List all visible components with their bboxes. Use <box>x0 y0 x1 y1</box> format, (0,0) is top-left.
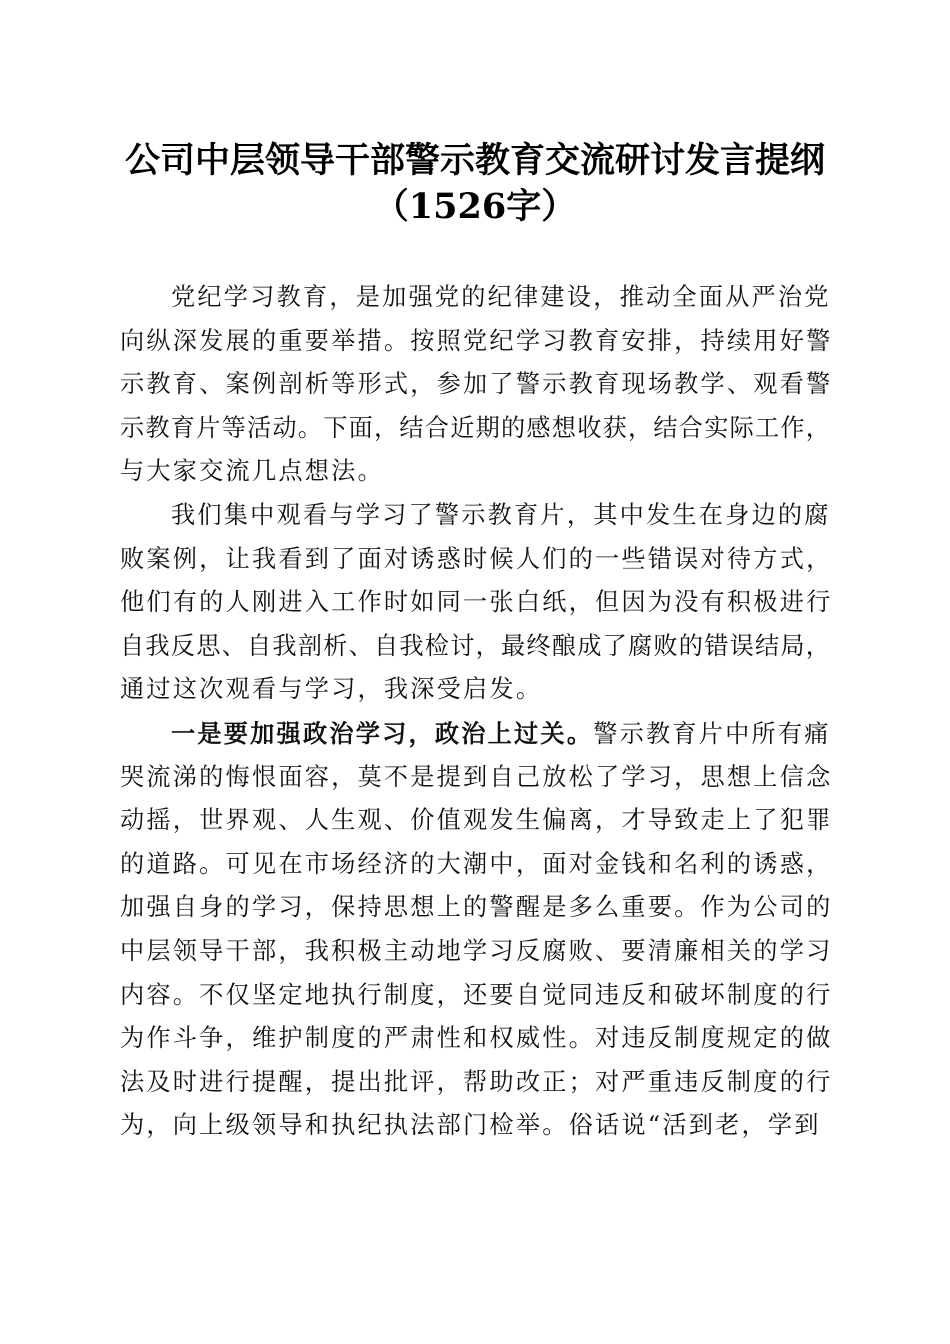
text-line: 示教育、案例剖析等形式，参加了警示教育现场教学、观看警 <box>120 370 833 399</box>
text-line: 为，向上级领导和执纪执法部门检举。俗话说“活到老，学到 <box>120 1111 821 1140</box>
text-line: 他们有的人刚进入工作时如同一张白纸，但因为没有积极进行 <box>120 588 833 617</box>
paragraph-3 <box>120 712 833 1148</box>
paragraph-2 <box>120 494 833 712</box>
text-line: 内容。不仅坚定地执行制度，还要自觉同违反和破坏制度的行 <box>120 980 833 1009</box>
document-title <box>100 138 850 230</box>
paragraph-lead-heading: 一是要加强政治学习，政治上过关。 <box>171 718 594 748</box>
text-line: 法及时进行提醒，提出批评，帮助改正；对严重违反制度的行 <box>120 1067 833 1096</box>
text-line: 示教育片等活动。下面，结合近期的感想收获，结合实际工作， <box>120 413 830 442</box>
text-line: 动摇，世界观、人生观、价值观发生偏离，才导致走上了犯罪 <box>120 806 833 835</box>
text-span: 警示教育片中所有痛 <box>593 719 831 748</box>
document-body <box>120 276 833 1148</box>
text-line: 与大家交流几点想法。 <box>120 457 384 486</box>
text-line: 的道路。可见在市场经济的大潮中，面对金钱和名利的诱惑， <box>120 849 833 878</box>
text-line: 哭流涕的悔恨面容，莫不是提到自己放松了学习，思想上信念 <box>120 762 833 791</box>
title-line-2: （1526字） <box>373 186 577 227</box>
paragraph-1 <box>120 276 833 494</box>
text-line: 加强自身的学习，保持思想上的警醒是多么重要。作为公司的 <box>120 893 833 922</box>
title-line-1: 公司中层领导干部警示教育交流研讨发言提纲 <box>124 140 825 181</box>
text-line: 自我反思、自我剖析、自我检讨，最终酿成了腐败的错误结局， <box>120 631 830 660</box>
text-line: 我们集中观看与学习了警示教育片，其中发生在身边的腐 <box>171 500 831 529</box>
text-line: 通过这次观看与学习，我深受启发。 <box>120 675 543 704</box>
text-line: 败案例，让我看到了面对诱惑时候人们的一些错误对待方式， <box>120 544 833 573</box>
text-line: 向纵深发展的重要举措。按照党纪学习教育安排，持续用好警 <box>120 326 833 355</box>
text-line: 中层领导干部，我积极主动地学习反腐败、要清廉相关的学习 <box>120 936 833 965</box>
text-line <box>120 712 830 756</box>
text-line: 党纪学习教育，是加强党的纪律建设，推动全面从严治党 <box>171 283 831 311</box>
text-line: 为作斗争，维护制度的严肃性和权威性。对违反制度规定的做 <box>120 1024 833 1053</box>
